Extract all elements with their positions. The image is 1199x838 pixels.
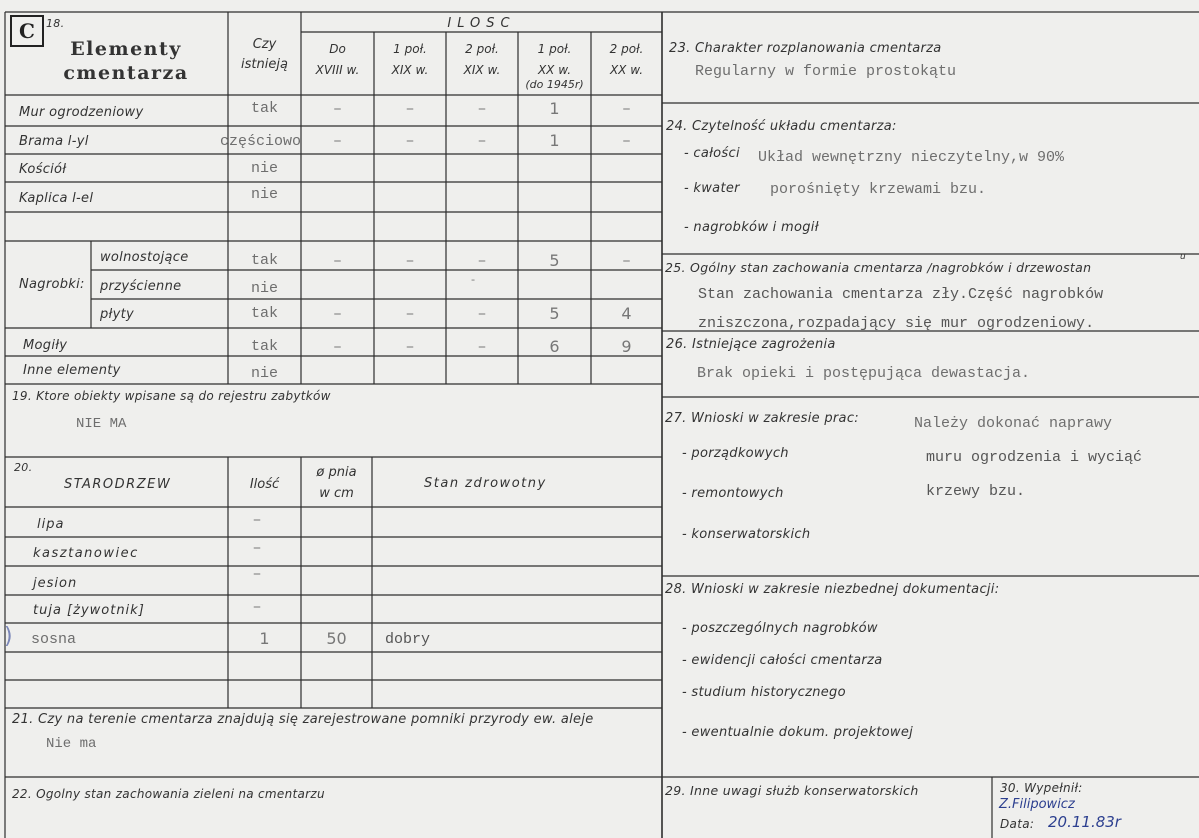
row-value: 5 (549, 251, 560, 270)
row-value: 5 (549, 304, 560, 323)
row-value: – (332, 339, 342, 356)
section-27-line2: muru ogrodzenia i wyciąć (926, 449, 1143, 466)
row-exists: nie (250, 160, 278, 177)
section-18-title-line2: cmentarza (63, 62, 189, 84)
section-19-value: NIE MA (76, 416, 127, 432)
row-label: płyty (100, 307, 134, 322)
row-label: przyścienne (100, 279, 182, 294)
section-28-label: 28. Wnioski w zakresie niezbednej dokumentacji: (665, 582, 1000, 597)
readability-quarters-label: - kwater (684, 181, 740, 196)
section-23-label: 23. Charakter rozplanowania cmentarza (669, 41, 942, 56)
readability-graves-label: - nagrobków i mogił (684, 220, 819, 235)
readability-quarters-value: porośnięty krzewami bzu. (770, 181, 987, 198)
row-label: Mur ogrodzeniowy (19, 105, 144, 120)
checkmark-icon: ) (4, 624, 13, 649)
nagrobki-group-label: Nagrobki: (19, 277, 85, 292)
row-exists: tak (250, 305, 278, 322)
col-header-trunk-1: ø pnia (316, 465, 357, 480)
section-25-correction: u (1180, 252, 1187, 262)
col-header-period-5-l2: XX w. (609, 63, 644, 77)
col-header-period-1-l2: XVIII w. (315, 63, 360, 77)
row-value: – (477, 133, 487, 150)
row-value: – (332, 306, 342, 323)
readability-whole-label: - całości (684, 146, 740, 161)
row-exists: nie (250, 186, 278, 203)
documentation-item: - ewentualnie dokum. projektowej (682, 725, 914, 740)
section-27-label: 27. Wnioski w zakresie prac: (665, 411, 859, 426)
row-exists: tak (250, 252, 278, 269)
tree-name: tuja [żywotnik] (33, 603, 145, 618)
row-value: 1 (549, 131, 560, 150)
row-value: 9 (621, 337, 632, 356)
row-value: 6 (549, 337, 560, 356)
section-25-line1: Stan zachowania cmentarza zły.Część nagrobków (698, 286, 1104, 303)
row-label: Kaplica l-el (19, 191, 94, 206)
section-18-title-line1: Elementy (70, 38, 182, 60)
row-value: – (405, 339, 415, 356)
section-27-line1: Należy dokonać naprawy (914, 415, 1113, 432)
works-conservation-label: - konserwatorskich (682, 527, 811, 542)
row-value: – (477, 101, 487, 118)
works-repair-label: - remontowych (682, 486, 784, 501)
col-header-starodrzew: STARODRZEW (64, 477, 172, 492)
row-label: wolnostojące (100, 250, 189, 265)
col-header-period-5-l1: 2 poł. (609, 42, 644, 56)
row-exists: tak (250, 338, 278, 355)
row-value: - (469, 275, 477, 287)
row-value: – (477, 339, 487, 356)
section-20-number: 20. (14, 461, 33, 474)
col-header-period-3-l1: 2 poł. (465, 42, 499, 56)
section-19-label: 19. Ktore obiekty wpisane są do rejestru zabytków (12, 389, 331, 403)
row-value: – (621, 101, 631, 118)
row-value: – (332, 101, 342, 118)
row-label: Kościół (19, 162, 67, 177)
date-label: Data: (1000, 817, 1035, 831)
row-value: 4 (621, 304, 632, 323)
section-25-line2: zniszczona,rozpadający się mur ogrodzeniowy. (698, 315, 1095, 332)
tree-name: kasztanowiec (33, 546, 139, 561)
row-value: – (621, 133, 631, 150)
row-label: Inne elementy (23, 363, 121, 378)
col-header-trunk-2: w cm (319, 486, 354, 501)
tree-name: lipa (37, 517, 65, 532)
row-value: – (332, 253, 342, 270)
row-value: – (405, 306, 415, 323)
col-header-health: Stan zdrowotny (424, 476, 547, 491)
section-27-line3: krzewy bzu. (926, 483, 1026, 500)
row-value: – (621, 253, 631, 270)
tree-count: – (252, 540, 262, 557)
col-header-czy-1: Czy (252, 37, 277, 52)
filled-date: 20.11.83r (1048, 813, 1121, 831)
row-value: – (477, 306, 487, 323)
section-18-number: 18. (46, 17, 65, 30)
col-header-ilosc: ILOSC (447, 16, 516, 31)
tree-count: – (252, 512, 262, 529)
col-header-czy-2: istnieją (241, 57, 288, 72)
col-header-period-2-l1: 1 poł. (393, 42, 427, 56)
documentation-item: - studium historycznego (682, 685, 846, 700)
section-21-value: Nie ma (46, 736, 97, 752)
readability-whole-value: Układ wewnętrzny nieczytelny,w 90% (758, 149, 1065, 166)
col-header-period-4-l2: XX w. (537, 63, 572, 77)
tree-health: dobry (385, 631, 431, 648)
filled-by-name: Z.Filipowicz (999, 797, 1075, 812)
tree-count: – (252, 566, 262, 583)
row-exists: nie (250, 365, 278, 382)
row-label: Mogiły (23, 338, 68, 353)
row-label: Brama l-yl (19, 134, 89, 149)
row-exists: tak (250, 100, 278, 117)
section-24-label: 24. Czytelność układu cmentarza: (666, 119, 897, 134)
row-exists: nie (250, 280, 278, 297)
tree-count: – (252, 599, 262, 616)
section-25-label: 25. Ogólny stan zachowania cmentarza /nagrobków i drzewostan (665, 260, 1092, 275)
col-header-period-3-l2: XIX w. (463, 63, 501, 77)
row-value: – (405, 133, 415, 150)
col-header-period-2-l2: XIX w. (391, 63, 429, 77)
tree-count: 1 (259, 629, 270, 648)
section-30-label: 30. Wypełnił: (1000, 781, 1083, 795)
col-header-period-1-l1: Do (329, 42, 346, 56)
section-26-label: 26. Istniejące zagrożenia (666, 337, 836, 352)
card-type-logo: C (10, 15, 44, 47)
section-29-label: 29. Inne uwagi służb konserwatorskich (665, 783, 919, 798)
tree-name: sosna (31, 631, 77, 648)
row-value: – (405, 101, 415, 118)
documentation-item: - ewidencji całości cmentarza (682, 653, 883, 668)
col-header-period-4-l1: 1 poł. (537, 42, 572, 56)
row-value: – (332, 133, 342, 150)
works-cleanup-label: - porządkowych (682, 446, 789, 461)
row-exists: częściowo (220, 133, 302, 150)
row-value: 1 (549, 99, 560, 118)
tree-name: jesion (33, 576, 78, 591)
col-header-period-4-l3: (do 1945r) (525, 78, 584, 91)
section-23-value: Regularny w formie prostokątu (695, 63, 957, 80)
section-22-label: 22. Ogolny stan zachowania zieleni na cmentarzu (12, 787, 325, 801)
section-26-value: Brak opieki i postępująca dewastacja. (697, 365, 1031, 382)
col-header-tree-count: Ilość (249, 477, 280, 492)
row-value: – (477, 253, 487, 270)
row-value: – (405, 253, 415, 270)
section-21-label: 21. Czy na terenie cmentarza znajdują się zarejestrowane pomniki przyrody ew. aleje (12, 712, 594, 727)
documentation-item: - poszczególnych nagrobków (682, 621, 878, 636)
tree-trunk: 50 (326, 629, 347, 648)
